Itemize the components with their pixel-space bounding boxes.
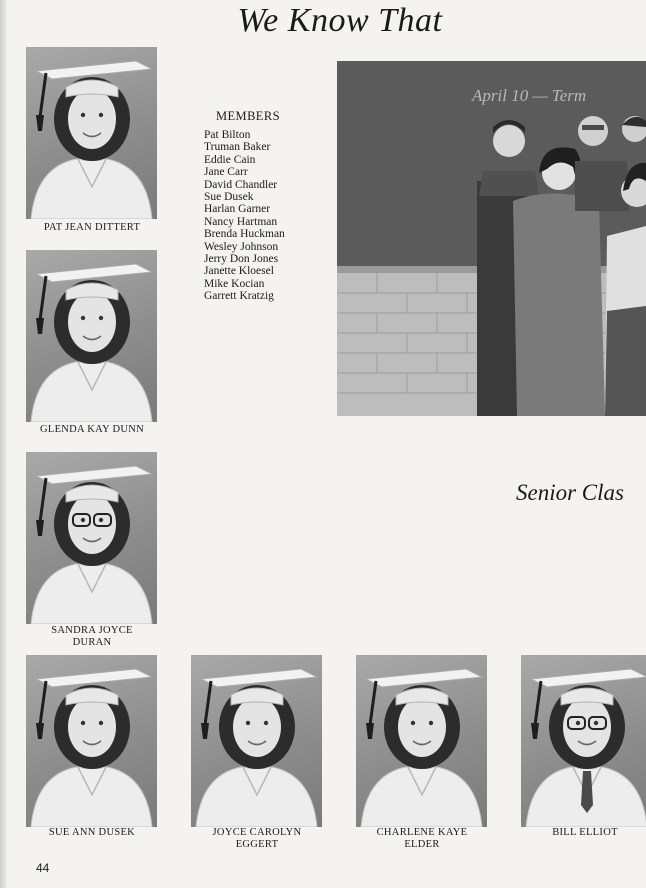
- gown: [196, 767, 317, 827]
- portrait-caption: [12, 827, 172, 839]
- gown: [31, 159, 152, 219]
- tassel: [40, 478, 46, 522]
- tassel-end: [36, 723, 44, 739]
- page-title: We Know That: [237, 2, 443, 39]
- senior-portrait: [26, 250, 157, 422]
- tassel-end: [36, 520, 44, 536]
- member-name: Janette Kloesel: [204, 265, 274, 278]
- face: [233, 697, 281, 757]
- eye: [99, 518, 103, 522]
- face: [398, 697, 446, 757]
- portrait-caption: [12, 424, 172, 436]
- tassel: [370, 681, 376, 725]
- mortarboard: [36, 466, 152, 484]
- section-title: Senior Clas: [516, 480, 624, 505]
- eye: [81, 721, 85, 725]
- face: [68, 89, 116, 149]
- caption-line: SUE ANN DUSEK: [48, 827, 136, 838]
- tassel-end: [366, 723, 374, 739]
- face: [563, 697, 611, 757]
- tassel-end: [36, 318, 44, 334]
- group-photo: [337, 61, 646, 416]
- members-heading: MEMBERS: [216, 109, 280, 123]
- gown: [31, 767, 152, 827]
- mortarboard: [36, 669, 152, 687]
- members-list: [204, 129, 285, 303]
- portrait-caption: [12, 625, 172, 649]
- member-name: Brenda Huckman: [204, 228, 285, 241]
- member-name: Garrett Kratzig: [204, 290, 274, 303]
- tassel: [40, 276, 46, 320]
- senior-portrait: [356, 655, 487, 827]
- member-name: David Chandler: [204, 178, 278, 191]
- tassel: [40, 73, 46, 117]
- member-name: Truman Baker: [204, 141, 271, 154]
- eye: [594, 721, 598, 725]
- caption-line: PAT JEAN DITTERT: [43, 222, 141, 233]
- caption-line: JOYCE CAROLYN: [212, 827, 302, 838]
- tassel: [40, 681, 46, 725]
- senior-portrait: [26, 655, 157, 827]
- eye: [411, 721, 415, 725]
- portrait-caption: [342, 827, 502, 851]
- face: [68, 697, 116, 757]
- portrait-caption: [505, 827, 646, 839]
- caption-line: GLENDA KAY DUNN: [39, 424, 145, 435]
- gown: [31, 564, 152, 624]
- eye: [81, 316, 85, 320]
- caption-line: BILL ELLIOT: [552, 827, 618, 838]
- mortarboard: [531, 669, 646, 687]
- eye: [264, 721, 268, 725]
- portrait-caption: [12, 222, 172, 234]
- member-name: Nancy Hartman: [204, 215, 278, 228]
- member-name: Wesley Johnson: [204, 240, 279, 253]
- eye: [99, 721, 103, 725]
- senior-portrait: [26, 47, 157, 219]
- caption-line: CHARLENE KAYE: [376, 827, 468, 838]
- caption-line: EGGERT: [235, 839, 279, 850]
- chalkboard-text: April 10 — Term: [472, 86, 587, 105]
- member-name: Harlan Garner: [204, 203, 271, 216]
- eye: [99, 113, 103, 117]
- eye: [576, 721, 580, 725]
- tassel-end: [531, 723, 539, 739]
- eye: [246, 721, 250, 725]
- eye: [81, 518, 85, 522]
- mortarboard: [36, 61, 152, 79]
- eye: [99, 316, 103, 320]
- mortarboard: [366, 669, 482, 687]
- member-name: Pat Bilton: [204, 129, 251, 141]
- tassel-end: [201, 723, 209, 739]
- caption-line: DURAN: [72, 637, 112, 648]
- eye: [81, 113, 85, 117]
- eye: [429, 721, 433, 725]
- mortarboard: [201, 669, 317, 687]
- face: [68, 494, 116, 554]
- caption-line: SANDRA JOYCE: [51, 625, 133, 636]
- member-name: Jane Carr: [204, 166, 248, 179]
- gown: [361, 767, 482, 827]
- tassel: [205, 681, 211, 725]
- face: [68, 292, 116, 352]
- senior-portrait: [191, 655, 322, 827]
- mortarboard: [36, 264, 152, 282]
- member-name: Eddie Cain: [204, 153, 256, 166]
- tassel: [535, 681, 541, 725]
- tassel-end: [36, 115, 44, 131]
- senior-portrait: [26, 452, 157, 624]
- member-name: Jerry Don Jones: [204, 253, 279, 266]
- member-name: Sue Dusek: [204, 191, 254, 204]
- caption-line: ELDER: [404, 839, 440, 850]
- senior-portrait: [521, 655, 646, 827]
- member-name: Mike Kocian: [204, 277, 265, 290]
- portrait-caption: [177, 827, 337, 851]
- page-number: 44: [36, 861, 50, 875]
- necktie: [581, 771, 593, 813]
- binding-gutter: [0, 0, 7, 888]
- gown: [31, 362, 152, 422]
